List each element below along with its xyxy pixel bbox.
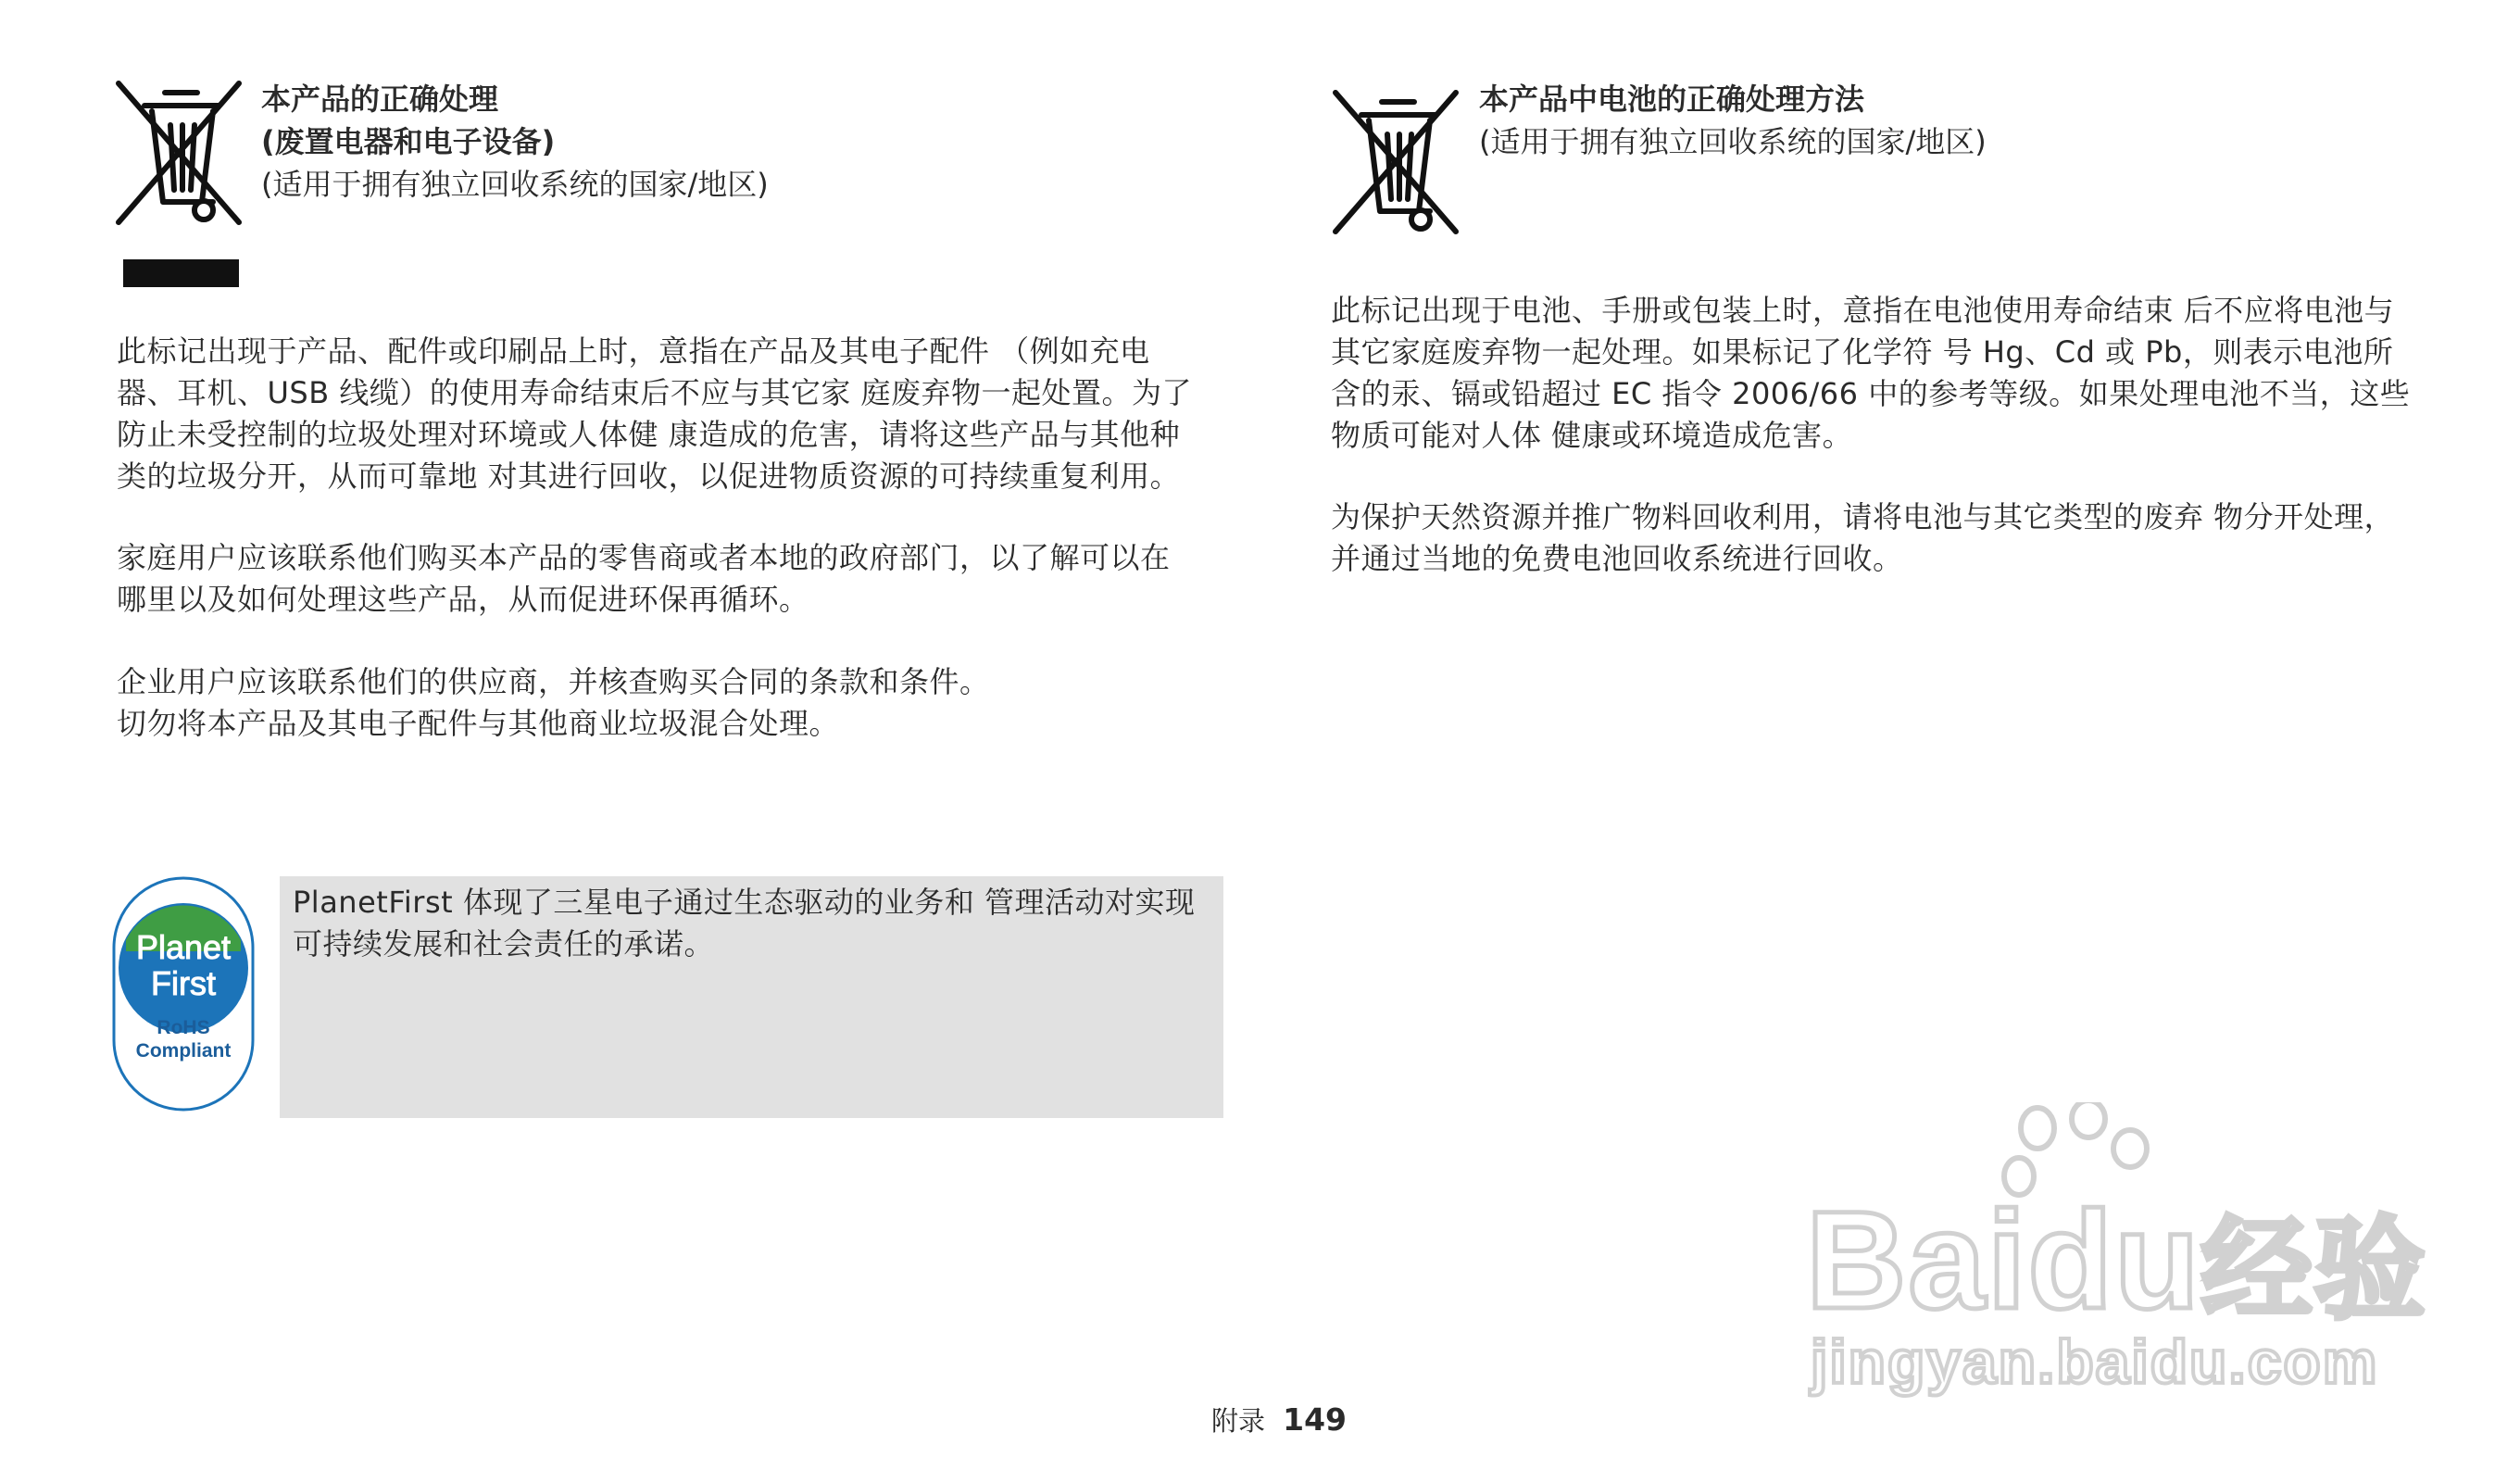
crossed-out-bin-icon xyxy=(109,74,248,232)
badge-planet-text: Planet xyxy=(135,928,232,966)
weee-note: (适用于拥有独立回收系统的国家/地区) xyxy=(261,167,769,202)
badge-first-text: First xyxy=(151,964,216,1002)
watermark-brand xyxy=(1806,1182,2427,1340)
battery-header xyxy=(1479,78,1987,163)
battery-paragraph-2: 为保护天然资源并推广物料回收利用，请将电池与其它类型的废弃 物分开处理， 并通过当地的免费电池回收系统进行回收。 xyxy=(1331,499,2395,576)
planetfirst-rohs-badge xyxy=(111,875,256,1112)
weee-title: 本产品的正确处理 xyxy=(261,82,499,117)
watermark-url: jingyan.baidu.com xyxy=(1811,1327,2379,1396)
battery-note: (适用于拥有独立回收系统的国家/地区) xyxy=(1479,124,1987,159)
badge-rohs-text: RoHS xyxy=(157,1017,210,1038)
page-footer xyxy=(1211,1401,1347,1439)
planetfirst-text: PlanetFirst 体现了三星电子通过生态驱动的业务和 管理活动对实现 可持续发展和社会责任的承诺。 xyxy=(293,885,1196,961)
weee-paragraph-2: 家庭用户应该联系他们购买本产品的零售商或者本地的政府部门，以了解可以在 哪里以及如何处理这些产品，从而促进环保再循环。 xyxy=(117,540,1171,617)
weee-paragraph-3: 企业用户应该联系他们的供应商，并核查购买合同的条款和条件。 切勿将本产品及其电子配件与其他商业垃圾混合处理。 xyxy=(117,664,990,741)
page-number: 149 xyxy=(1283,1401,1347,1438)
badge-compliant-text: Compliant xyxy=(135,1040,232,1062)
weee-header xyxy=(261,78,769,206)
watermark-bai: Bai xyxy=(1806,1182,2028,1338)
battery-title: 本产品中电池的正确处理方法 xyxy=(1479,82,1865,117)
separate-collection-bar xyxy=(123,259,239,287)
footer-section-label: 附录 xyxy=(1211,1405,1266,1437)
watermark-jingyan-cn: 经验 xyxy=(2200,1206,2427,1335)
planetfirst-box xyxy=(280,876,1223,1118)
battery-paragraph-1: 此标记出现于电池、手册或包装上时，意指在电池使用寿命结束 后不应将电池与 其它家庭废弃物一起处理。如果标记了化学符 号 Hg、Cd 或 Pb，则表示电池所 含的汞、镉或铅超过 EC 指令 2006/66 中的参考等级。如果处理电池不当，这些 物质可能对人体 健康或环境造成危害。 xyxy=(1331,293,2411,453)
baidu-jingyan-watermark xyxy=(1806,1102,2454,1399)
crossed-out-battery-bin-icon xyxy=(1326,83,1465,241)
watermark-du: du xyxy=(2027,1182,2201,1338)
weee-subtitle: (废置电器和电子设备) xyxy=(261,124,556,159)
weee-paragraph-1: 此标记出现于产品、配件或印刷品上时，意指在产品及其电子配件 （例如充电 器、耳机、USB 线缆）的使用寿命结束后不应与其它家 庭废弃物一起处置。为了 防止未受控制的垃圾处理对环境或人体健 康造成的危害，请将这些产品与其他种 类的垃圾分开，从而可靠地 对其进行回收，以促进物质资源的可持续重复利用。 xyxy=(117,333,1193,494)
